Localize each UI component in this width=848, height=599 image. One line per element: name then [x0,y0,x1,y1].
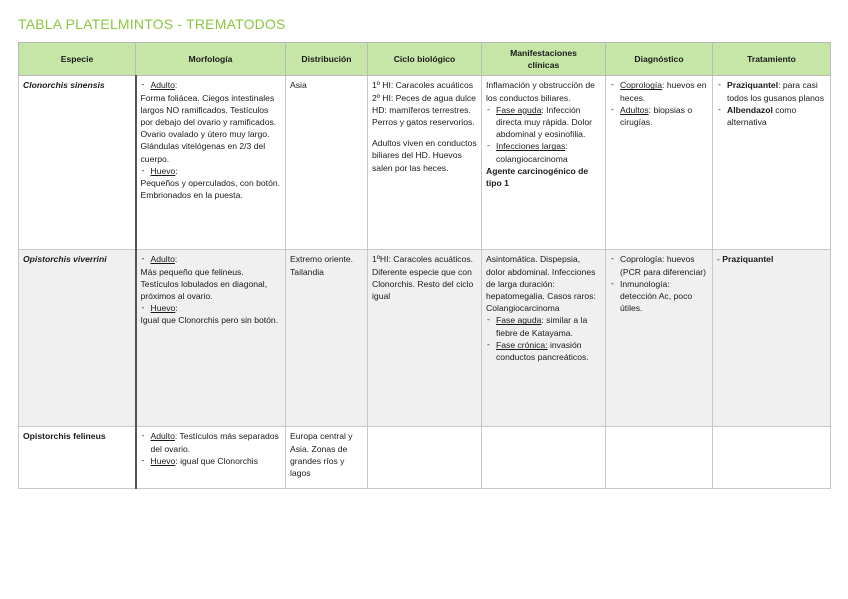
fase-aguda-label: Fase aguda [496,104,542,115]
fase-aguda-label: Fase aguda [496,315,542,326]
cycle-cell [368,76,482,250]
agente-carcinogenico: Agente carcinogénico de tipo 1 [486,165,589,189]
fase-aguda-text: : similar a la fiebre de Katayama. [496,315,588,338]
species-cell: Clonorchis sinensis [19,76,136,250]
praziquantel-label: Praziquantel [727,80,779,91]
adultos-text: : biopsias o cirugías. [620,104,693,128]
albendazol-text: como alternativa [727,104,797,128]
albendazol-label: Albendazol [727,104,773,115]
morphology-cell: - Adulto: Forma foliácea. Ciegos intestinales largos NO ramificados. Testículos por debajo del ovario y ramificados. Ovario ovalado y útero muy largo. Glándulas vitelógenas en 2/3 del cuerpo. - Huevo: Pequeños y operculados, con botón. Embrionados en la puesta. [136,76,286,250]
huevo-label: Huevo [150,303,176,314]
header-ciclo: Ciclo biológico [368,43,482,76]
infecciones-largas-text: : colangiocarcinoma [496,141,568,164]
huevo-text: Pequeños y operculados, con botón. Embrionados en la puesta. [140,178,281,201]
adulto-label: Adulto [150,431,175,442]
treatment-cell [713,76,831,250]
morphology-cell [136,427,286,489]
inmunologia-item: - Inmunología: detección Ac, poco útiles. [610,278,708,315]
adulto-label: Adulto [150,254,175,265]
cycle-line: 1º HI: Caracoles acuáticos [372,80,474,91]
fase-aguda-text: : Infección directa muy rápida. Dolor abdominal y eosinofilia. [496,104,593,140]
diagnosis-cell [606,427,713,489]
distribution-cell: Europa central y Asia. Zonas de grandes ríos y lagos [286,427,368,489]
adultos-label: Adultos [620,104,649,115]
distribution-cell: Asia [286,76,368,250]
coprologia-text: : huevos en heces. [620,80,707,103]
table-row [19,250,831,427]
header-row [19,43,831,76]
coprologia-label: Coprología [620,80,663,91]
header-especie: Especie [19,43,136,76]
treatment-cell [713,427,831,489]
manifestations-cell [482,76,606,250]
diagnosis-cell [606,250,713,427]
adulto-text: : Testículos más separados del ovario. [150,431,279,454]
coprologia-item: - Coprología: huevos (PCR para diferenciar) [610,253,708,277]
morphology-cell: - Adulto: Más pequeño que felineus. Testículos lobulados en diagonal, próximos al ovario. - Huevo: Igual que Clonorchis pero sin botón. [136,250,286,427]
page-title: TABLA PLATELMINTOS - TREMATODOS [18,16,286,32]
header-manifestaciones: Manifestaciones clínicas [482,43,606,76]
manifestation-intro: Inflamación y obstrucción de los conductos biliares. [486,80,595,103]
cycle-cell: 1ºHI: Caracoles acuáticos. Diferente especie que con Clonorchis. Resto del ciclo igual [368,250,482,427]
header-distribucion: Distribución [286,43,368,76]
praziquantel-text: : para casi todos los gusanos planos [727,80,824,103]
cycle-line: HD: mamíferos terrestres. Perros y gatos reservorios. [372,104,475,128]
manifestation-intro: Asintomática. Dispepsia, dolor abdominal. Infecciones de larga duración: hepatomegalia. Casos raros: Colangiocarcinoma [486,254,596,314]
manifestations-cell [482,427,606,489]
huevo-label: Huevo [150,165,176,176]
infecciones-largas-label: Infecciones largas [496,141,566,152]
header-tratamiento: Tratamiento [713,43,831,76]
huevo-text: : igual que Clonorchis [175,455,258,466]
adulto-label: Adulto [150,80,175,91]
treatment-cell: - Praziquantel [713,250,831,427]
header-morfologia: Morfología [136,43,286,76]
fase-cronica-label: Fase crónica: [496,339,548,350]
species-cell: Opistorchis viverrini [19,250,136,427]
diagnosis-cell [606,76,713,250]
cycle-line: Adultos viven en conductos biliares del HD. Huevos salen por las heces. [372,138,477,173]
fase-cronica-text: invasión conductos pancreáticos. [496,339,589,363]
trematodes-table [18,42,831,489]
table-row [19,76,831,250]
adulto-text: Forma foliácea. Ciegos intestinales largos NO ramificados. Testículos por debajo del ovario y ramificados. Ovario ovalado y útero muy largo. Glándulas vitelógenas en 2/3 del cuerpo. [140,92,277,164]
huevo-label: Huevo [150,455,176,466]
manifestations-cell [482,250,606,427]
adulto-text: Más pequeño que felineus. Testículos lobulados en diagonal, próximos al ovario. [140,266,268,302]
distribution-cell: Extremo oriente. Tailandia [286,250,368,427]
header-diagnostico: Diagnóstico [606,43,713,76]
huevo-text: Igual que Clonorchis pero sin botón. [140,315,279,326]
praziquantel-label: Praziquantel [722,254,774,265]
species-cell: Opistorchis felineus [19,427,136,489]
cycle-cell [368,427,482,489]
cycle-line: 2º HI: Peces de agua dulce [372,92,476,103]
table-row [19,427,831,489]
